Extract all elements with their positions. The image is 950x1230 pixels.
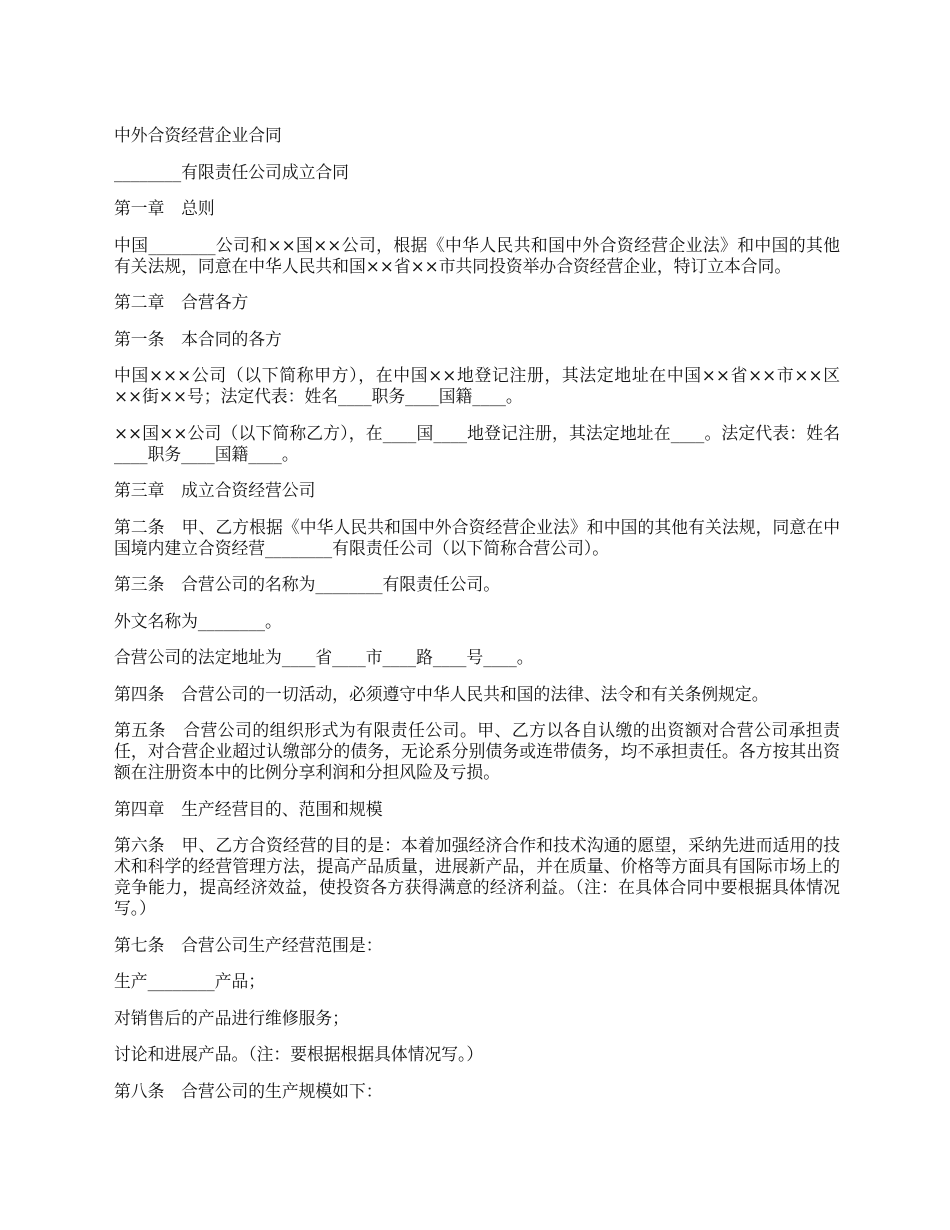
chapter-3-heading: 第三章 成立合资经营公司 bbox=[114, 480, 316, 500]
article-6-clause: 第六条 甲、乙方合资经营的目的是：本着加强经济合作和技术沟通的愿望，采纳先进而适用的技术和科学的经营管理方法，提高产品质量，进展新产品，并在质量、价格等方面具有国际市场上的竞争能力，提高经济效益，使投资各方获得满意的经济利益。（注：在具体合同中要根据具体情况写。） bbox=[114, 835, 840, 918]
chapter-1-body: 中国________公司和××国××公司，根据《中华人民共和国中外合资经营企业法》和中国的其他有关法规，同意在中华人民共和国××省××市共同投资举办合资经营企业，特订立本合同。 bbox=[114, 234, 840, 276]
legal-address-clause: 合营公司的法定地址为____省____市____路____号____。 bbox=[114, 647, 534, 667]
scope-item-service: 对销售后的产品进行维修服务； bbox=[114, 1007, 349, 1028]
chapter-2-heading: 第二章 合营各方 bbox=[114, 292, 249, 312]
scope-item-produce: 生产________产品； bbox=[114, 971, 266, 991]
contract-subtitle: ________有限责任公司成立合同 bbox=[114, 161, 349, 182]
scope-item-research: 讨论和进展产品。（注：要根据根据具体情况写。） bbox=[114, 1044, 484, 1064]
chapter-1-heading: 第一章 总则 bbox=[114, 198, 215, 218]
foreign-name-clause: 外文名称为________。 bbox=[114, 610, 282, 631]
article-4-clause: 第四条 合营公司的一切活动，必须遵守中华人民共和国的法律、法令和有关条例规定。 bbox=[114, 683, 769, 704]
article-3-clause: 第三条 合营公司的名称为________有限责任公司。 bbox=[114, 574, 500, 594]
party-b-clause: ××国××公司（以下简称乙方），在____国____地登记注册，其法定地址在____。法定代表：姓名____职务____国籍____。 bbox=[114, 422, 840, 464]
document-page bbox=[114, 125, 840, 1117]
contract-title: 中外合资经营企业合同 bbox=[114, 125, 282, 145]
article-8-clause: 第八条 合营公司的生产规模如下： bbox=[114, 1080, 383, 1101]
chapter-4-heading: 第四章 生产经营目的、范围和规模 bbox=[114, 798, 383, 819]
article-7-clause: 第七条 合营公司生产经营范围是： bbox=[114, 934, 383, 955]
article-2-clause: 第二条 甲、乙方根据《中华人民共和国中外合资经营企业法》和中国的其他有关法规，同意在中国境内建立合资经营________有限责任公司（以下简称合营公司）。 bbox=[114, 516, 840, 558]
party-a-clause: 中国×××公司（以下简称甲方），在中国××地登记注册，其法定地址在中国××省××市××区××街××号；法定代表：姓名____职务____国籍____。 bbox=[114, 365, 840, 406]
article-5-clause: 第五条 合营公司的组织形式为有限责任公司。甲、乙方以各自认缴的出资额对合营公司承担责任，对合营企业超过认缴部分的债务，无论系分别债务或连带债务，均不承担责任。各方按其出资额在注册资本中的比例分享利润和分担风险及亏损。 bbox=[114, 720, 840, 782]
article-1-heading: 第一条 本合同的各方 bbox=[114, 328, 282, 349]
